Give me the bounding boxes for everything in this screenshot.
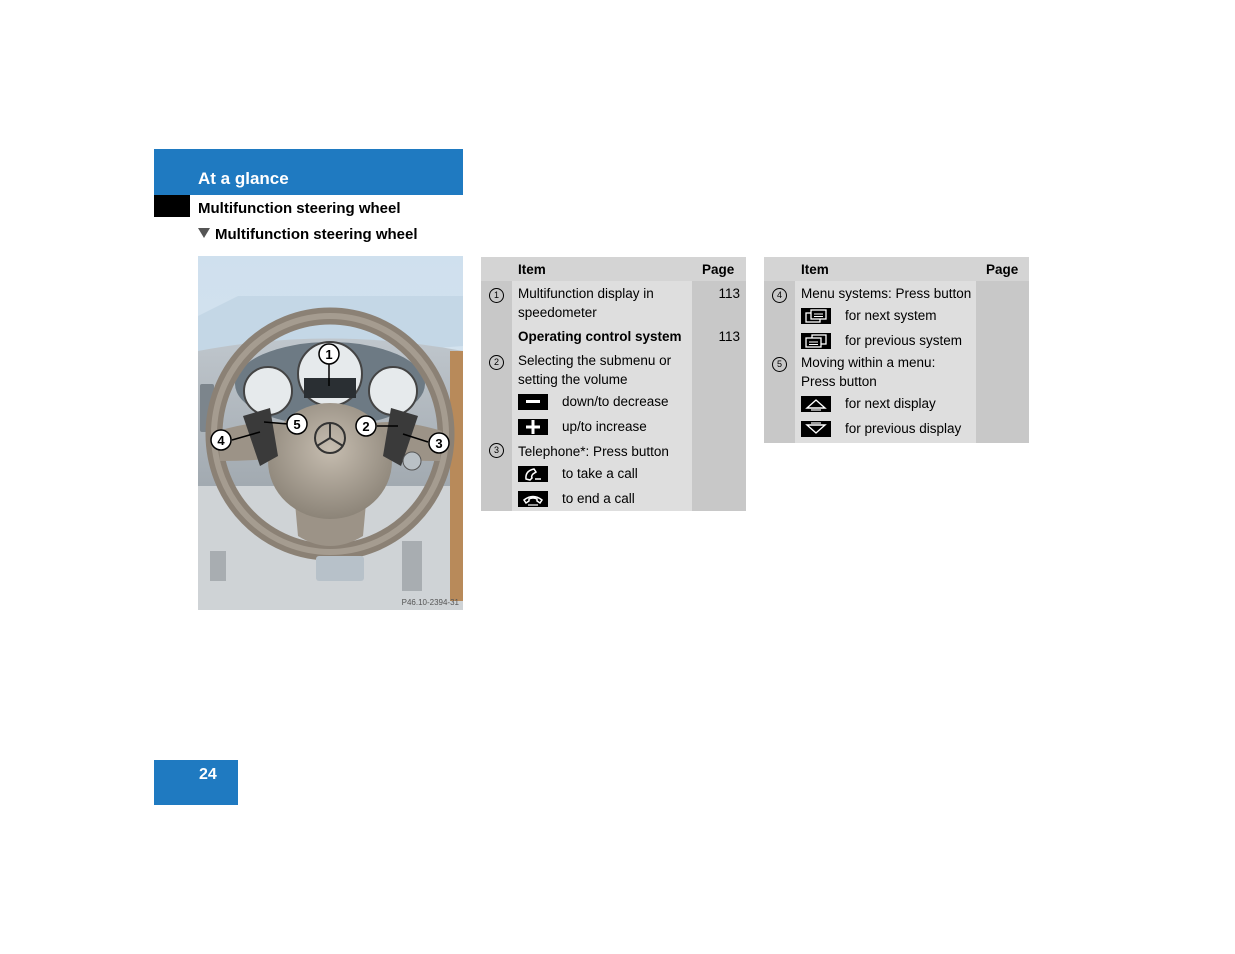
page-number-box bbox=[154, 760, 238, 805]
table-row bbox=[481, 351, 746, 389]
steering-wheel-illustration bbox=[198, 256, 463, 610]
items-table-1 bbox=[481, 257, 746, 511]
topic-title bbox=[198, 226, 418, 243]
page-header: Page bbox=[692, 257, 746, 281]
table-row bbox=[481, 439, 746, 461]
item-header: Item bbox=[795, 257, 976, 281]
figure-reference: P46.10-2394-31 bbox=[401, 598, 459, 607]
page-number: 24 bbox=[199, 766, 217, 783]
callout-3-label: 3 bbox=[435, 436, 443, 451]
icon-description: for previous system bbox=[845, 333, 963, 348]
items-table-2 bbox=[764, 257, 1029, 443]
phone-end-icon bbox=[518, 491, 548, 507]
table-row bbox=[764, 281, 1029, 303]
callout-4-label: 4 bbox=[217, 433, 225, 448]
phone-take-icon bbox=[518, 466, 548, 482]
icon-description: down/to decrease bbox=[562, 394, 669, 409]
steering-wheel-figure bbox=[198, 256, 463, 610]
callout-3 bbox=[429, 433, 449, 453]
table-row bbox=[481, 281, 746, 327]
topic-title-text: Multifunction steering wheel bbox=[215, 226, 418, 243]
section-tab-marker bbox=[154, 195, 190, 217]
plus-icon bbox=[518, 419, 548, 435]
callout-2-label: 2 bbox=[362, 419, 370, 434]
table-header-row bbox=[481, 257, 746, 281]
item-description: Selecting the submenu or setting the volume bbox=[512, 351, 692, 389]
icon-description: for previous display bbox=[845, 421, 962, 436]
callout-5-label: 5 bbox=[293, 417, 301, 432]
section-title: At a glance bbox=[198, 169, 289, 188]
icon-description: to end a call bbox=[562, 491, 635, 506]
item-number-circle: 3 bbox=[489, 443, 504, 458]
previous-system-icon bbox=[801, 333, 831, 349]
table-row bbox=[481, 414, 746, 439]
icon-description: to take a call bbox=[562, 466, 638, 481]
callout-2 bbox=[356, 416, 376, 436]
up-arrow-icon bbox=[801, 396, 831, 412]
item-description: Moving within a menu: Press button bbox=[795, 353, 976, 391]
table-row bbox=[481, 461, 746, 486]
callout-1-label: 1 bbox=[325, 347, 333, 362]
item-number-circle: 4 bbox=[772, 288, 787, 303]
item-description: Menu systems: Press button bbox=[795, 281, 976, 303]
next-system-icon bbox=[801, 308, 831, 324]
item-description: Multifunction display in speedometer bbox=[512, 281, 692, 327]
subsection-title: Multifunction steering wheel bbox=[198, 200, 401, 217]
table-row bbox=[481, 327, 746, 351]
table-row bbox=[481, 389, 746, 414]
item-description: Telephone*: Press button bbox=[512, 439, 692, 461]
minus-icon bbox=[518, 394, 548, 410]
table-row bbox=[764, 303, 1029, 328]
table-header-row bbox=[764, 257, 1029, 281]
callout-1 bbox=[319, 344, 339, 364]
page-header: Page bbox=[976, 257, 1029, 281]
section-header bbox=[154, 149, 463, 195]
icon-description: for next system bbox=[845, 308, 937, 323]
table-row bbox=[764, 328, 1029, 353]
callout-4 bbox=[211, 430, 231, 450]
page-reference: 113 bbox=[692, 327, 746, 351]
item-number-circle: 5 bbox=[772, 357, 787, 372]
table-row bbox=[481, 486, 746, 511]
icon-description: for next display bbox=[845, 396, 936, 411]
triangle-icon bbox=[198, 228, 210, 238]
item-description: Operating control system bbox=[512, 327, 692, 351]
table-row bbox=[764, 353, 1029, 391]
down-arrow-icon bbox=[801, 421, 831, 437]
item-header: Item bbox=[512, 257, 692, 281]
item-number-circle: 1 bbox=[489, 288, 504, 303]
callout-5 bbox=[287, 414, 307, 434]
icon-description: up/to increase bbox=[562, 419, 647, 434]
table-row bbox=[764, 391, 1029, 416]
page-reference: 113 bbox=[692, 281, 746, 327]
item-number-circle: 2 bbox=[489, 355, 504, 370]
table-row bbox=[764, 416, 1029, 443]
